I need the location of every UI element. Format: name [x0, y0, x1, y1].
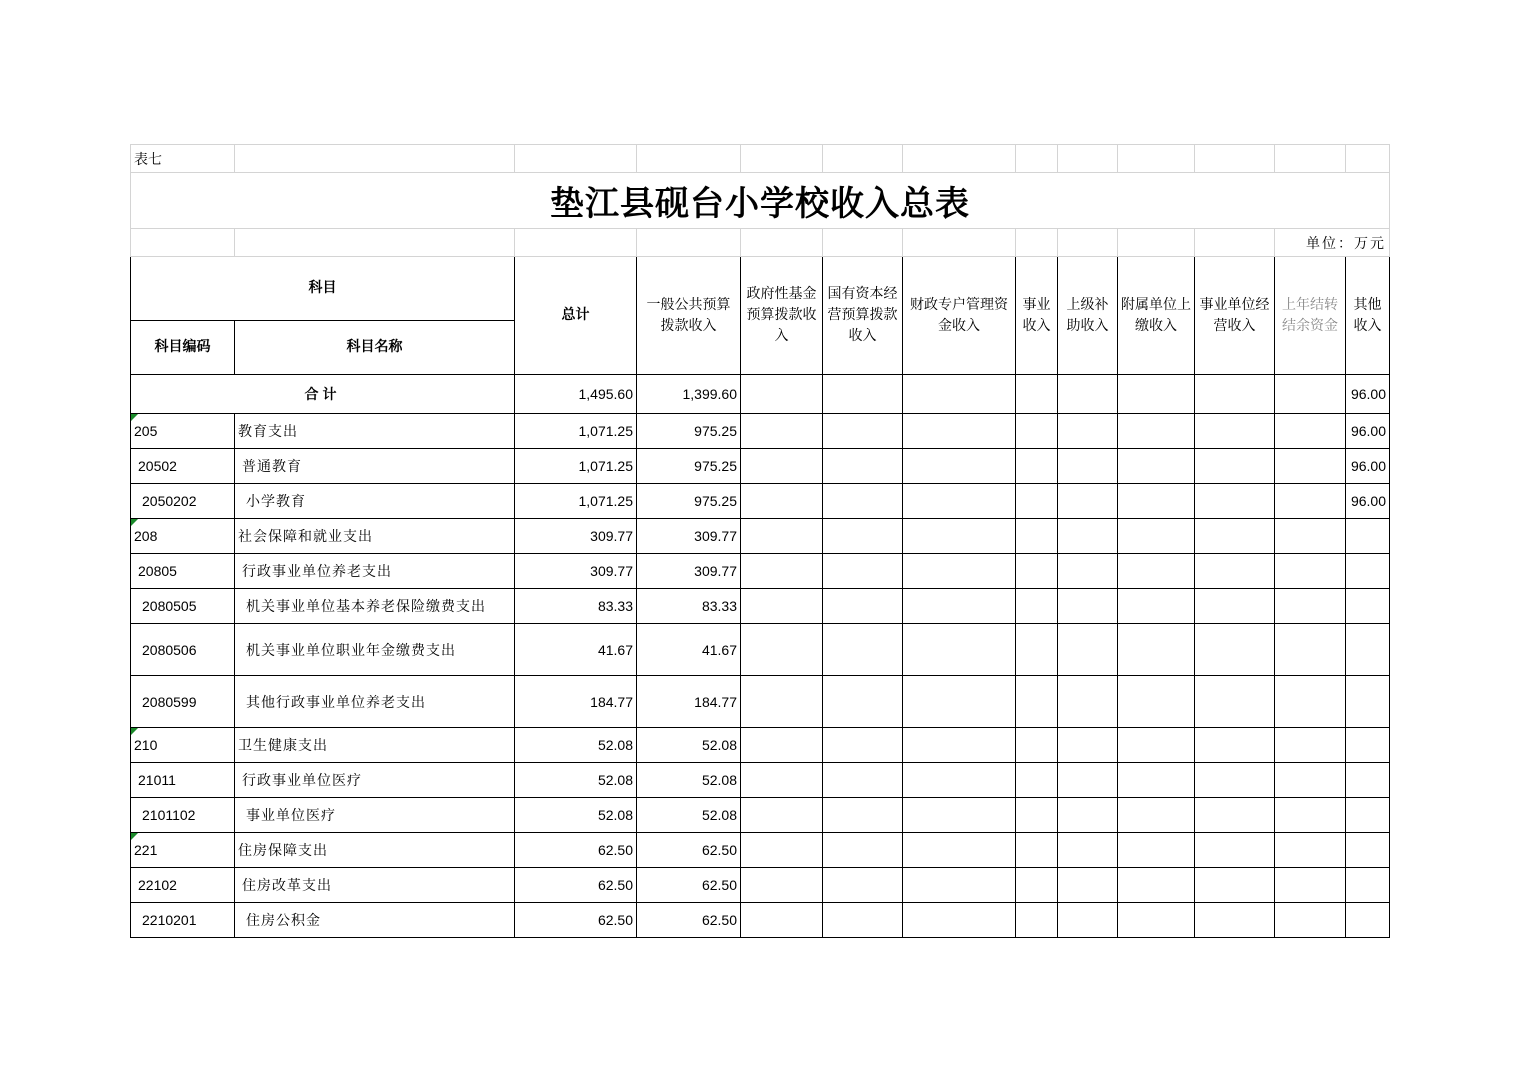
header-general-budget: 一般公共预算拨款收入	[637, 257, 741, 375]
row-other-income	[1346, 589, 1390, 624]
table-row	[131, 833, 1390, 868]
table-row	[131, 763, 1390, 798]
row-general-budget: 62.50	[637, 903, 741, 938]
title-row	[131, 173, 1390, 229]
row-other-income	[1346, 868, 1390, 903]
row-code: 210	[134, 737, 158, 753]
row-code: 2080506	[131, 624, 235, 676]
row-code: 2080505	[131, 589, 235, 624]
row-name: 机关事业单位职业年金缴费支出	[235, 624, 515, 676]
row-general-budget: 41.67	[637, 624, 741, 676]
row-code: 2050202	[131, 484, 235, 519]
row-total: 52.08	[515, 728, 637, 763]
total-row	[131, 375, 1390, 414]
row-total: 1,071.25	[515, 449, 637, 484]
row-other-income	[1346, 903, 1390, 938]
row-general-budget: 62.50	[637, 868, 741, 903]
sheet-label: 表七	[131, 145, 235, 173]
header-row-1	[131, 257, 1390, 321]
row-general-budget: 975.25	[637, 449, 741, 484]
row-general-budget: 52.08	[637, 763, 741, 798]
row-total: 62.50	[515, 833, 637, 868]
row-name: 行政事业单位医疗	[235, 763, 515, 798]
row-code: 20502	[131, 449, 235, 484]
unit-row	[131, 229, 1390, 257]
total-row-label: 合计	[131, 375, 515, 414]
row-general-budget: 62.50	[637, 833, 741, 868]
table-row	[131, 414, 1390, 449]
row-other-income	[1346, 763, 1390, 798]
income-summary-table	[130, 144, 1390, 938]
row-general-budget: 52.08	[637, 728, 741, 763]
row-total: 83.33	[515, 589, 637, 624]
table-row	[131, 728, 1390, 763]
row-code: 208	[134, 528, 158, 544]
row-name: 机关事业单位基本养老保险缴费支出	[235, 589, 515, 624]
table-row	[131, 589, 1390, 624]
row-other-income	[1346, 833, 1390, 868]
row-code: 21011	[131, 763, 235, 798]
row-total: 62.50	[515, 868, 637, 903]
row-general-budget: 83.33	[637, 589, 741, 624]
table-row	[131, 484, 1390, 519]
row-code: 2080599	[131, 676, 235, 728]
row-total: 184.77	[515, 676, 637, 728]
row-general-budget: 309.77	[637, 519, 741, 554]
row-code: 2210201	[131, 903, 235, 938]
row-general-budget: 52.08	[637, 798, 741, 833]
sheet-label-row	[131, 145, 1390, 173]
table-row	[131, 554, 1390, 589]
row-total: 1,071.25	[515, 414, 637, 449]
row-name: 社会保障和就业支出	[235, 519, 515, 554]
comment-marker-icon	[131, 519, 138, 526]
row-general-budget: 975.25	[637, 484, 741, 519]
row-name: 普通教育	[235, 449, 515, 484]
row-other-income: 96.00	[1346, 414, 1390, 449]
row-other-income	[1346, 728, 1390, 763]
row-name: 住房改革支出	[235, 868, 515, 903]
header-state-capital: 国有资本经营预算拨款收入	[823, 257, 903, 375]
row-total: 309.77	[515, 554, 637, 589]
row-code-cell	[131, 519, 235, 554]
header-other-income: 其他收入	[1346, 257, 1390, 375]
row-name: 事业单位医疗	[235, 798, 515, 833]
row-general-budget: 309.77	[637, 554, 741, 589]
row-total: 52.08	[515, 798, 637, 833]
total-row-general-budget: 1,399.60	[637, 375, 741, 414]
header-total: 总计	[515, 257, 637, 375]
row-total: 41.67	[515, 624, 637, 676]
row-code: 205	[134, 423, 158, 439]
row-total: 309.77	[515, 519, 637, 554]
row-name: 小学教育	[235, 484, 515, 519]
row-name: 卫生健康支出	[235, 728, 515, 763]
page-title: 垫江县砚台小学校收入总表	[131, 173, 1390, 229]
comment-marker-icon	[131, 414, 138, 421]
header-business-income: 事业收入	[1016, 257, 1058, 375]
row-code-cell	[131, 833, 235, 868]
header-affiliated-remit: 附属单位上缴收入	[1118, 257, 1195, 375]
row-total: 62.50	[515, 903, 637, 938]
row-general-budget: 975.25	[637, 414, 741, 449]
row-other-income	[1346, 519, 1390, 554]
row-code: 22102	[131, 868, 235, 903]
table-row	[131, 449, 1390, 484]
row-other-income	[1346, 676, 1390, 728]
header-subject: 科目	[131, 257, 515, 321]
table-row	[131, 519, 1390, 554]
header-subject-code: 科目编码	[131, 321, 235, 375]
row-other-income	[1346, 624, 1390, 676]
row-total: 1,071.25	[515, 484, 637, 519]
header-gov-fund: 政府性基金预算拨款收入	[741, 257, 823, 375]
total-row-total: 1,495.60	[515, 375, 637, 414]
row-code-cell	[131, 414, 235, 449]
table-row	[131, 798, 1390, 833]
table-row	[131, 903, 1390, 938]
row-total: 52.08	[515, 763, 637, 798]
income-summary-sheet	[130, 144, 1389, 938]
row-name: 住房保障支出	[235, 833, 515, 868]
table-row	[131, 676, 1390, 728]
header-operating-income: 事业单位经营收入	[1195, 257, 1275, 375]
unit-label: 单位：万元	[1275, 229, 1390, 257]
row-code-cell	[131, 728, 235, 763]
total-row-other-income: 96.00	[1346, 375, 1390, 414]
row-name: 住房公积金	[235, 903, 515, 938]
row-code: 2101102	[131, 798, 235, 833]
row-other-income	[1346, 554, 1390, 589]
table-row	[131, 868, 1390, 903]
header-subject-name: 科目名称	[235, 321, 515, 375]
row-code: 221	[134, 842, 158, 858]
row-name: 行政事业单位养老支出	[235, 554, 515, 589]
row-other-income: 96.00	[1346, 449, 1390, 484]
comment-marker-icon	[131, 728, 138, 735]
row-other-income	[1346, 798, 1390, 833]
row-code: 20805	[131, 554, 235, 589]
row-general-budget: 184.77	[637, 676, 741, 728]
row-name: 教育支出	[235, 414, 515, 449]
header-superior-subsidy: 上级补助收入	[1058, 257, 1118, 375]
header-fiscal-special: 财政专户管理资金收入	[903, 257, 1016, 375]
header-carryover: 上年结转结余资金	[1275, 257, 1346, 375]
row-name: 其他行政事业单位养老支出	[235, 676, 515, 728]
table-row	[131, 624, 1390, 676]
comment-marker-icon	[131, 833, 138, 840]
row-other-income: 96.00	[1346, 484, 1390, 519]
